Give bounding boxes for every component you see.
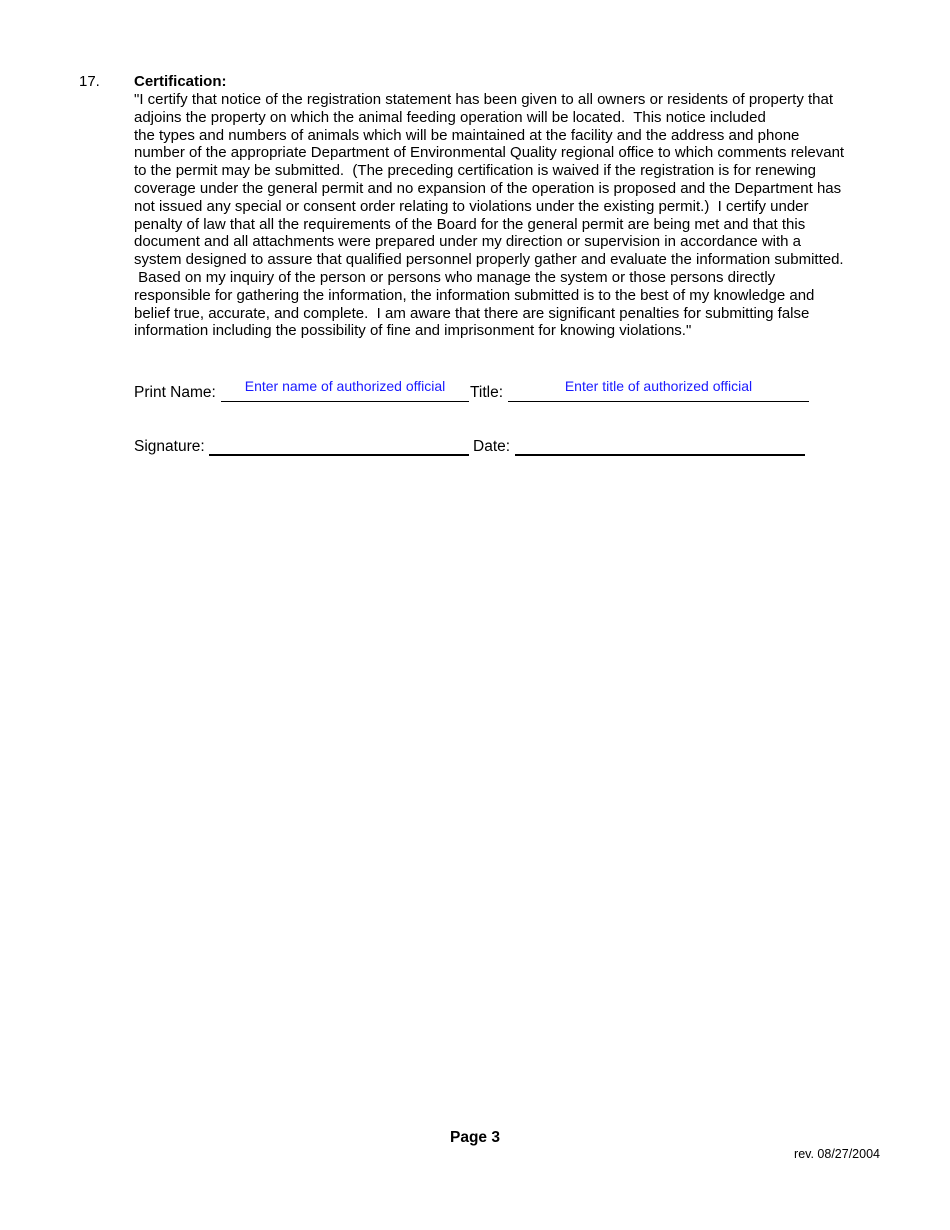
certification-line: adjoins the property on which the animal feeding operation will be located. This notice included [134,108,766,126]
certification-line: document and all attachments were prepared under my direction or supervision in accordance with a [134,233,802,251]
certification-line: not issued any special or consent order relating to violations under the existing permit.) I certify under [134,197,809,215]
certification-line: information including the possibility of fine and imprisonment for knowing violations." [134,322,692,340]
section-number: 17. [79,73,100,90]
certification-line: coverage under the general permit and no expansion of the operation is proposed and the Department has [134,179,842,197]
title-label: Title: [470,384,504,401]
signature-label: Signature: [134,438,205,455]
revision-date: rev. 08/27/2004 [794,1147,880,1161]
certification-line: Based on my inquiry of the person or persons who manage the system or those persons directly [134,268,776,286]
certification-line: to the permit may be submitted. (The preceding certification is waived if the registration is for renewing [134,162,816,180]
certification-line: system designed to assure that qualified personnel properly gather and evaluate the information submitted. [134,251,844,269]
page-number: Page 3 [450,1129,500,1146]
date-label: Date: [473,438,511,455]
print-name-field[interactable] [221,378,469,402]
certification-line: belief true, accurate, and complete. I am aware that there are significant penalties for submitting false [134,304,810,322]
certification-line: the types and numbers of animals which will be maintained at the facility and the address and phone [134,126,800,144]
signature-field[interactable] [209,438,469,456]
print-name-label: Print Name: [134,384,216,401]
certification-line: "I certify that notice of the registration statement has been given to all owners or residents of property that [134,91,834,108]
certification-line: number of the appropriate Department of Environmental Quality regional office to which comments relevant [134,144,845,162]
print-name-value: Enter name of authorized official [244,378,446,394]
certification-text [134,91,894,340]
title-value: Enter title of authorized official [564,378,753,394]
title-field[interactable] [508,378,809,402]
section-title: Certification: [134,73,227,90]
certification-line: responsible for gathering the information, the information submitted is to the best of my knowledge and [134,286,815,304]
certification-line: penalty of law that all the requirements of the Board for the general permit are being met and that this [134,215,806,233]
date-field[interactable] [515,438,805,456]
